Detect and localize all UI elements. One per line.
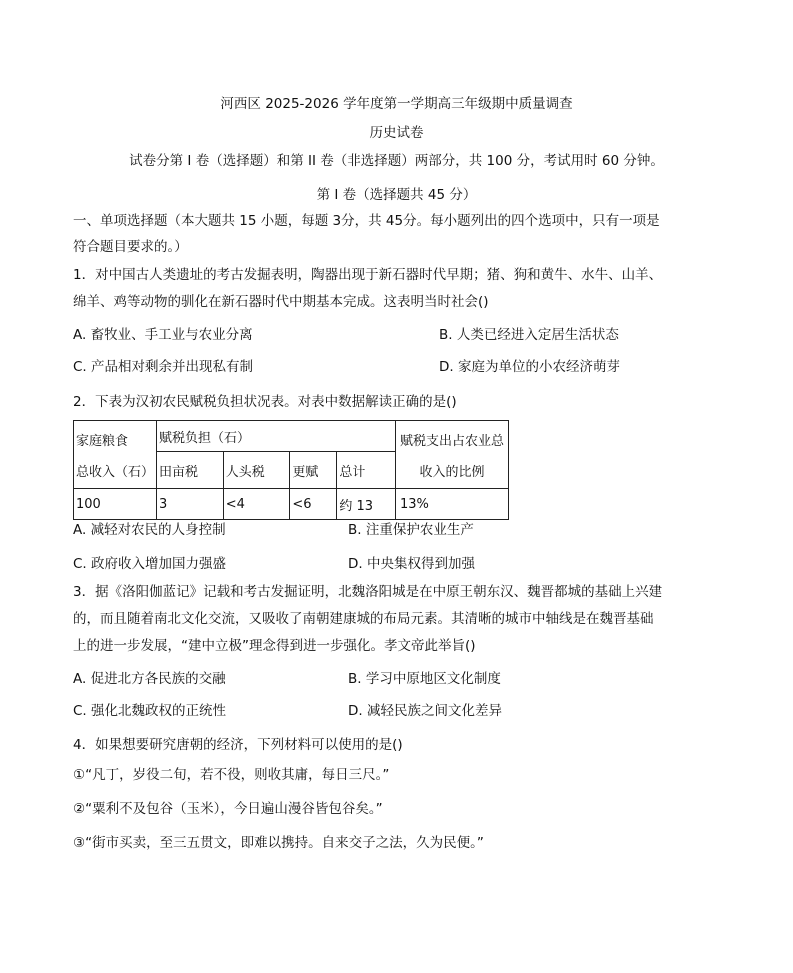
q4-stem: 4．如果想要研究唐朝的经济，下列材料可以使用的是() (73, 737, 403, 753)
q3-option-d[interactable]: D. 减轻民族之间文化差异 (348, 703, 502, 719)
q4-material-2: ②“粟利不及包谷（玉米），今日遍山漫谷皆包谷矣。” (73, 801, 383, 817)
section-title: 第 I 卷（选择题共 45 分） (316, 187, 477, 203)
q3-option-a[interactable]: A. 促进北方各民族的交融 (73, 671, 226, 687)
q2-stem: 2．下表为汉初农民赋税负担状况表。对表中数据解读正确的是() (73, 394, 457, 410)
q1-option-a[interactable]: A. 畜牧业、手工业与农业分离 (73, 327, 253, 343)
table-header-ratio-line-2: 收入的比例 (419, 464, 485, 480)
q3-option-c[interactable]: C. 强化北魏政权的正统性 (73, 703, 227, 719)
table-cell-total: 约 13 (337, 489, 396, 520)
exam-title: 河西区 2025-2026 学年度第一学期高三年级期中质量调查 (220, 96, 573, 112)
table-subheader-land-tax: 田亩税 (157, 452, 224, 489)
table-header-ratio-line-1: 赋税支出占农业总 (399, 433, 504, 449)
q2-option-b[interactable]: B. 注重保护农业生产 (348, 522, 474, 538)
exam-intro: 试卷分第 I 卷（选择题）和第 II 卷（非选择题）两部分，共 100 分，考试用时 60 分钟。 (129, 153, 664, 169)
q3-stem-line-2: 的，而且随着南北文化交流，又吸收了南朝建康城的布局元素。其清晰的城市中轴线是在魏晋基础 (73, 611, 654, 627)
table-cell-poll-tax: <4 (223, 489, 290, 520)
q1-stem-line-2: 绵羊、鸡等动物的驯化在新石器时代中期基本完成。这表明当时社会() (73, 294, 489, 310)
q4-material-1: ①“凡丁，岁役二旬，若不役，则收其庸，每日三尺。” (73, 767, 390, 783)
table-subheader-total: 总计 (337, 452, 396, 489)
q1-option-c[interactable]: C. 产品相对剩余并出现私有制 (73, 359, 254, 375)
table-header-ratio (396, 421, 509, 489)
q3-option-b[interactable]: B. 学习中原地区文化制度 (348, 671, 501, 687)
table-header-burden: 赋税负担（石） (157, 421, 396, 452)
tax-burden-table (73, 420, 509, 520)
q3-stem-line-1: 3．据《洛阳伽蓝记》记载和考古发掘证明，北魏洛阳城是在中原王朝东汉、魏晋都城的基础上兴建 (73, 584, 663, 600)
exam-subject: 历史试卷 (369, 125, 424, 141)
instructions-line-1: 一、单项选择题（本大题共 15 小题，每题 3分，共 45分。每小题列出的四个选项中，只有一项是 (73, 213, 660, 229)
q1-option-b[interactable]: B. 人类已经进入定居生活状态 (439, 327, 619, 343)
q2-option-d[interactable]: D. 中央集权得到加强 (348, 556, 475, 572)
q2-option-c[interactable]: C. 政府收入增加国力强盛 (73, 556, 227, 572)
q1-stem-line-1: 1．对中国古人类遗址的考古发掘表明，陶器出现于新石器时代早期；猪、狗和黄牛、水牛、山羊、 (73, 267, 663, 283)
table-header-income (74, 421, 157, 489)
instructions-line-2: 符合题目要求的。） (73, 239, 188, 255)
q4-material-3: ③“街市买卖，至三五贯文，即难以携持。自来交子之法，久为民便。” (73, 835, 484, 851)
table-header-income-line-2: 总收入（石） (76, 464, 155, 480)
table-cell-income: 100 (74, 489, 157, 520)
table-subheader-poll-tax: 人头税 (223, 452, 290, 489)
q2-option-a[interactable]: A. 减轻对农民的人身控制 (73, 522, 226, 538)
q3-stem-line-3: 上的进一步发展，“建中立极”理念得到进一步强化。孝文帝此举旨() (73, 638, 476, 654)
q1-option-d[interactable]: D. 家庭为单位的小农经济萌芽 (439, 359, 620, 375)
table-subheader-corvee-tax: 更赋 (290, 452, 337, 489)
table-cell-land-tax: 3 (157, 489, 224, 520)
table-header-income-line-1: 家庭粮食 (76, 433, 129, 449)
table-cell-corvee-tax: <6 (290, 489, 337, 520)
table-cell-ratio: 13% (396, 489, 509, 520)
